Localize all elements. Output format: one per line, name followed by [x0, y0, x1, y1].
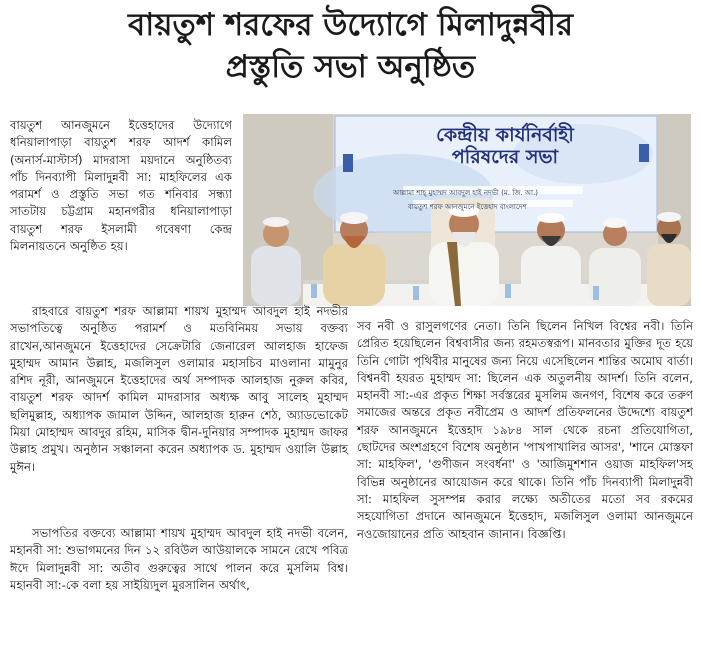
banner-title — [355, 124, 655, 168]
banner-title-line-2: পরিষদের সভা — [451, 146, 559, 168]
headline-line-1: বায়তুশ শরফের উদ্যোগে মিলাদুন্নবীর — [127, 7, 573, 43]
banner-text-1: আল্লামা শাহ্ মুহাম্মদ আবদুল হাই নদভী (ম. জি. আ.) — [393, 189, 539, 197]
paragraph-president-speech: সভাপতির বক্তব্যে আল্লামা শায়খ মুহাম্মদ আবদুল হাই নদভী বলেন, মহানবী সা: শুভাগমনের দিন ১২ রবিউল আউয়ালকে সামনে রেখে পবিত্র ঈদে মিলাদুন্নবী সা: অতীব গুরুত্বের সাথে পালন করে মুসলিম বিশ্ব। মহানবী সা:-কে বলা হয় সাইয়্যিদুল মুরসালিন অর্থাৎ, — [10, 526, 348, 592]
paragraph-continuation: সব নবী ও রাসুলগণের নেতা। তিনি ছিলেন নিখিল বিশ্বের নবী। তিনি প্রেরিত হয়েছিলেন বিশ্ববাসীর জন্য রহমতস্বরূপ। মানবতার মুক্তির দূত হয়ে তিনি গোটা পৃথিবীর মানুষের জন্য নিয়ে এসেছিলেন শান্তির অমোঘ বার্তা। বিশ্বনবী হযরত মুহাম্মদ সা: ছিলেন এক অতুলনীয় আদর্শ। তিনি বলেন, মহানবী সা:-এর প্রকৃত শিক্ষা সর্বস্তরের মুসলিম জনগণ, বিশেষ করে তরুণ সমাজের অন্তরে প্রকৃত নবীপ্রেম ও আদর্শ প্রতিফলনের উদ্দেশ্যে বায়তুশ শরফ আনজুমনে ইত্তেহাদ ১৯৮৪ সাল থেকে রচনা প্রতিযোগিতা, ছোটদের অংশগ্রহণে বিশেষ অনুষ্ঠান 'পাখপাখালির আসর', 'শানে মোস্তফা সা: মাহফিল', 'গুণীজন সংবর্ধনা' ও 'আজিমুশশান ওয়াজ মাহফিল'সহ বিভিন্ন অনুষ্ঠানের আয়োজন করে থাকে। তিনি পাঁচ দিনব্যাপী মিলাদুন্নবী সা: মাহফিল সুসম্পন্ন করার লক্ষ্যে অতীতের মতো সব রকমের সহযোগিতা প্রদানে আনজুমনে ইত্তেহাদ, মজলিসুল ওলামা আনজুমনে নওজোয়ানের প্রতি আহবান জানান। বিজ্ঞপ্তি। — [357, 319, 693, 541]
meeting-photo — [243, 114, 691, 306]
banner-text-2: বায়তুশ শরফ আনজুমনে ইত্তেহাদ বাংলাদেশ — [408, 203, 527, 211]
headline-line-2: প্রস্তুতি সভা অনুষ্ঠিত — [225, 49, 476, 85]
headline — [0, 4, 701, 88]
paragraph-intro: বায়তুশ আনজুমনে ইত্তেহাদের উদ্যোগে ধনিয়ালাপাড়া বায়তুশ শরফ আদর্শ কামিল (অনার্স-মাস্টার্স) মাদরাসা ময়দানে অনুষ্ঠিতব্য পাঁচ দিনব্যাপী মিলাদুন্নবী সা: মাহফিলের এক পরামর্শ ও প্রস্তুতি সভা গত শনিবার সন্ধ্যা সাতটায় চট্টগ্রাম মহানগরীর ধনিয়ালাপাড়া বায়তুশ শরফ ইসলামী গবেষণা কেন্দ্র মিলনায়তনে অনুষ্ঠিত হয়। — [10, 118, 232, 254]
banner-title-line-1: কেন্দ্রীয় কার্যনির্বাহী — [436, 124, 574, 146]
paragraph-speakers: রাহবারে বায়তুশ শরফ আল্লামা শায়খ মুহাম্মদ আবদুল হাই নদভীর সভাপতিত্বে অনুষ্ঠিত পরামর্শ ও মতবিনিময় সভায় বক্তব্য রাখেন,আনজুমনে ইত্তেহাদের সেক্রেটারি জেনারেল আলহাজ হাফেজ মুহাম্মদ আমান উল্লাহ, মজলিসুল ওলামার মহাসচিব মাওলানা মামুনুর রশিদ নূরী, আনজুমনে ইত্তেহাদের অর্থ সম্পাদক আলহাজ নুরুল কবির, বায়তুশ শরফ আদর্শ কামিল মাদরাসার অধ্যক্ষ আবু সালেহ মুহাম্মদ ছলিমুল্লাহ, অধ্যাপক জামাল উদ্দিন, আলহাজ হারুন শেঠ, অ্যাডভোকেট মিয়া মোহাম্মদ আবদুর রহিম, মাসিক দ্বীন-দুনিয়ার সম্পাদক মুহাম্মদ জাফর উল্লাহ প্রমুখ। অনুষ্ঠান সঞ্চালনা করেন অধ্যাপক ড. মুহাম্মদ ওয়ালি উল্লাহ মুঈন। — [10, 304, 348, 474]
